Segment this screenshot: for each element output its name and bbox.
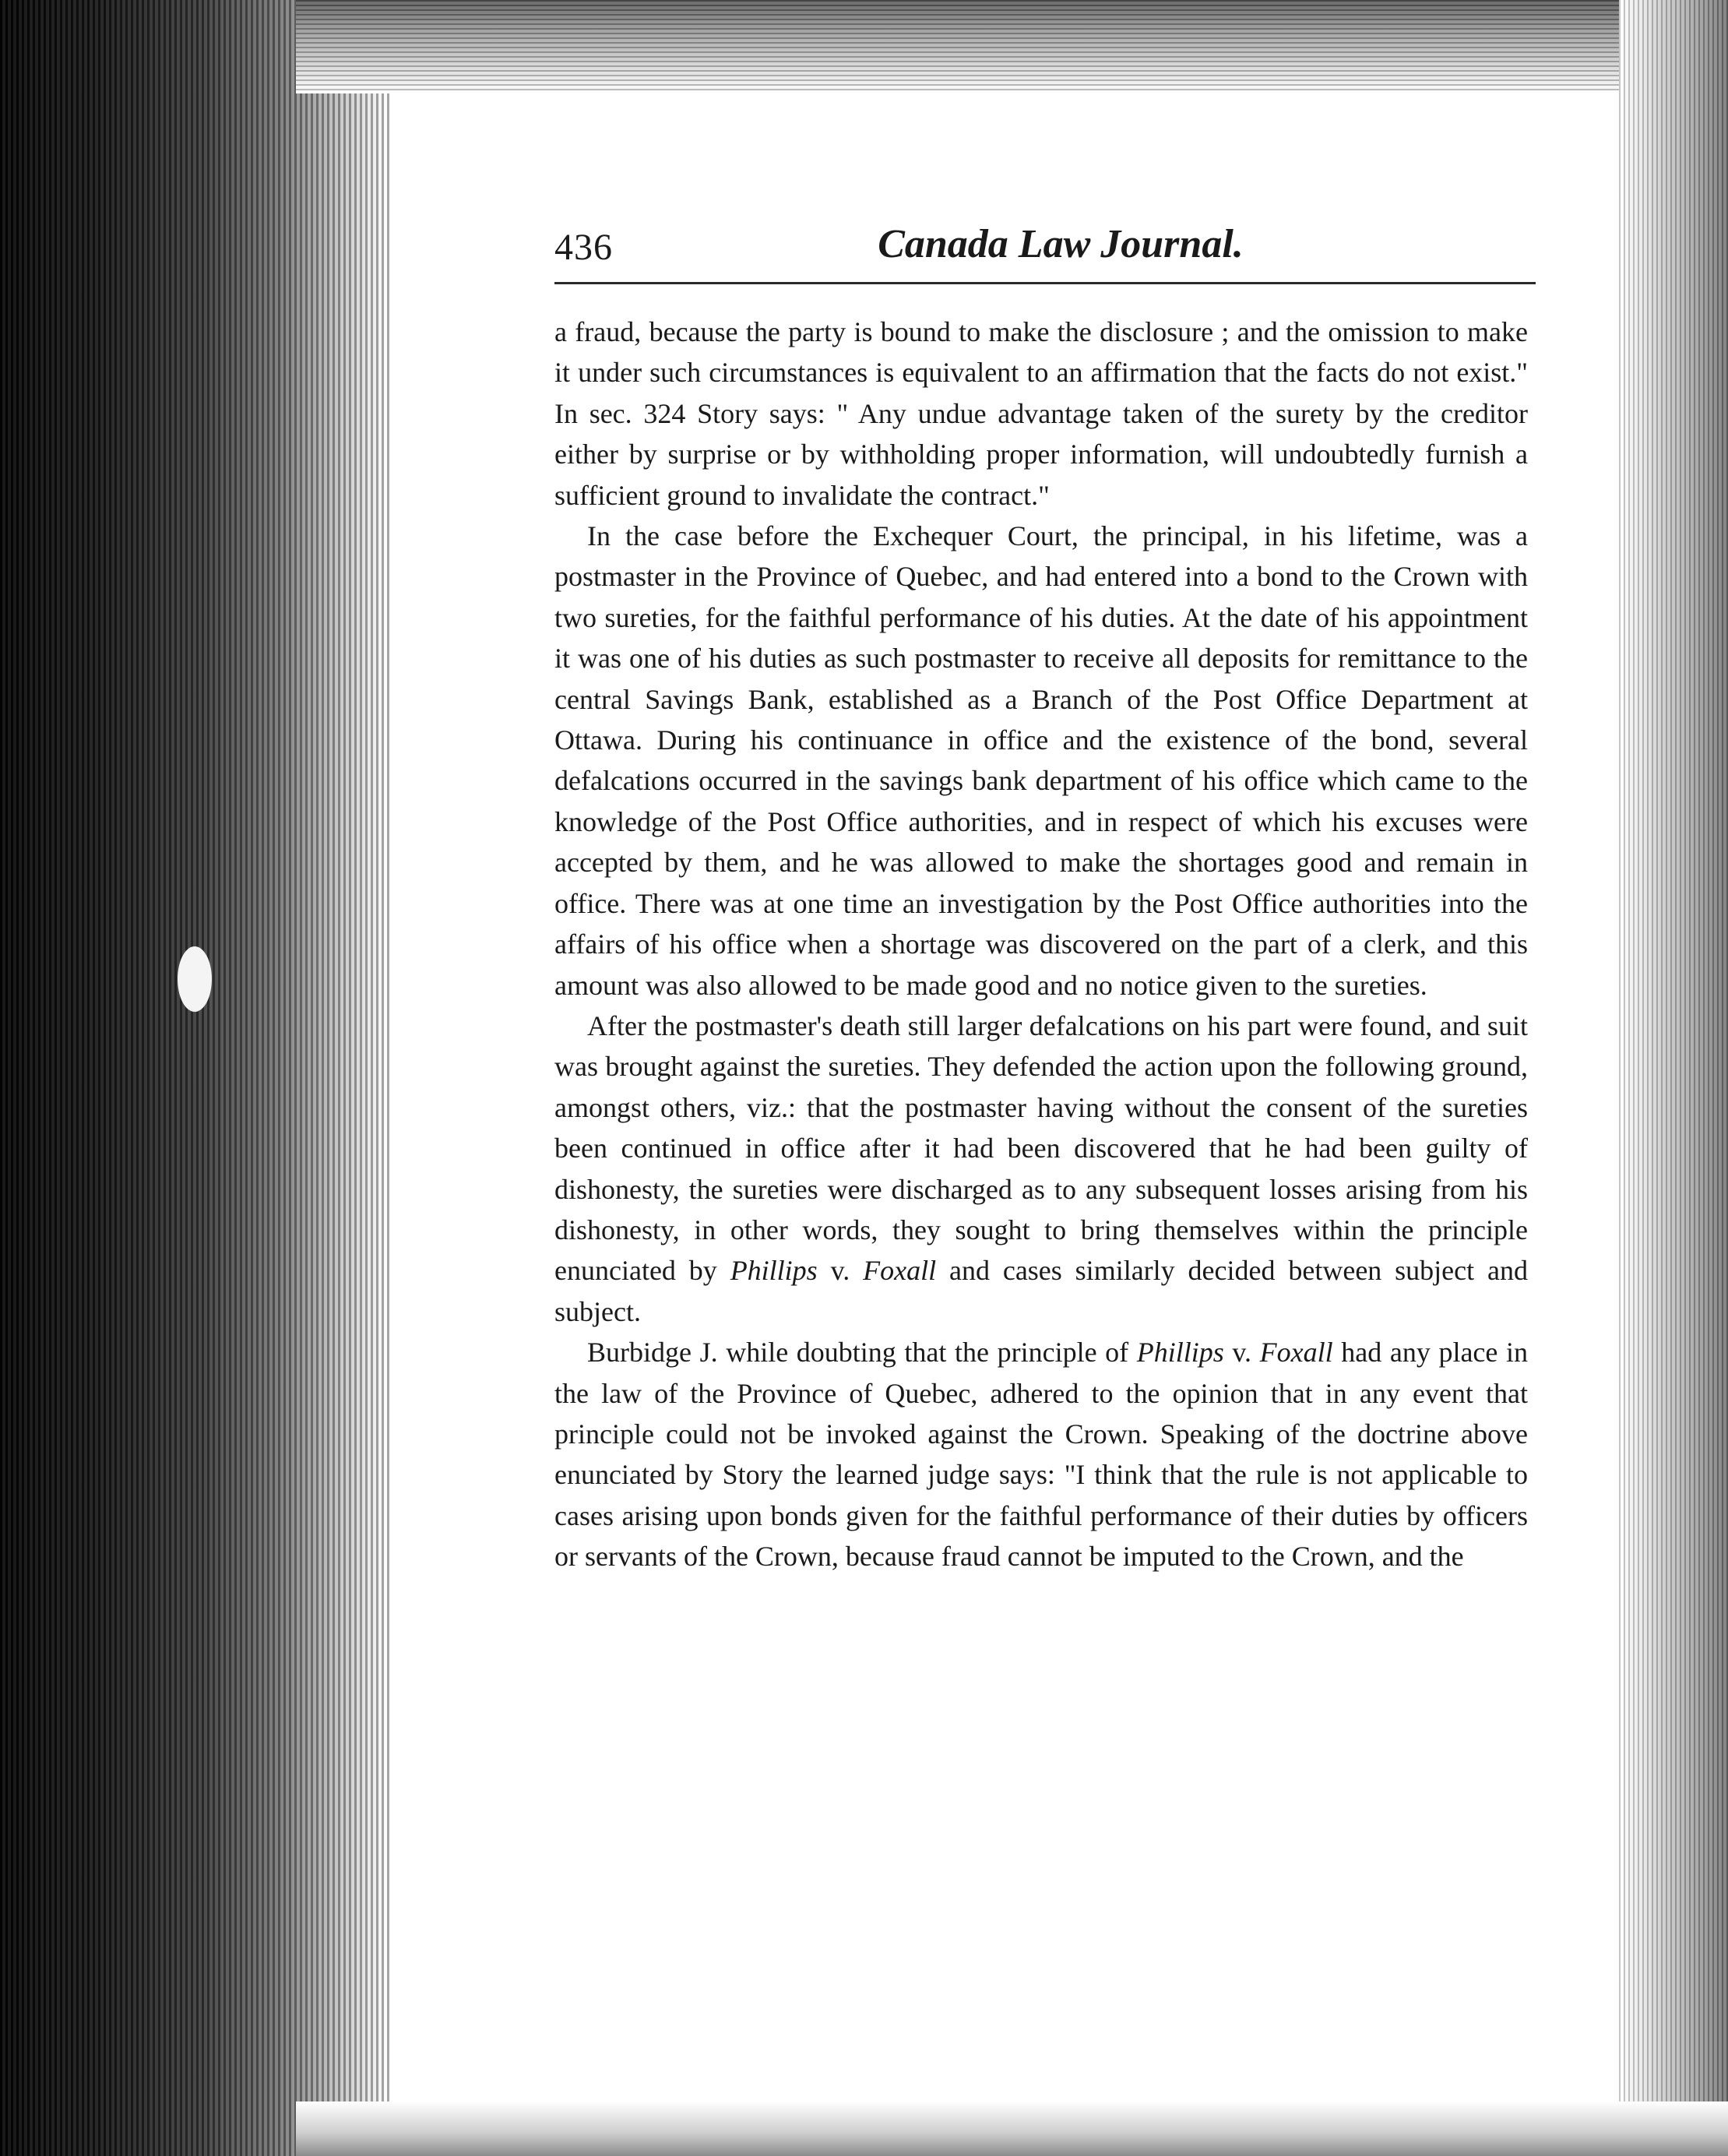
scan-shadow-bottom [296,2101,1728,2156]
scan-shadow-right [1619,0,1728,2156]
case-name: Foxall [863,1255,937,1287]
article-body [554,312,1528,1577]
binding-hole [178,946,212,1012]
paragraph-text: v. [1223,1337,1260,1369]
running-header [554,218,1536,273]
scan-shadow-top [296,0,1728,93]
page-number: 436 [554,227,613,268]
paragraph-text: Burbidge J. while doubting that the principle of [587,1337,1137,1369]
case-name: Foxall [1259,1337,1333,1369]
paragraph [554,1332,1528,1576]
paragraph-text: After the postmaster's death still larger defalcations on his part were found, and suit was brought against the sureties. They defended the action upon the following ground, amongst others, viz.: that the postmaster having without the consent of the sureties been continued in office after it had been discovered that he had been guilty of dishonesty, the sureties were discharged as to any subsequent losses arising from his dishonesty, in other words, they sought to bring themselves within the principle enunciated by [554,1009,1528,1287]
journal-title: Canada Law Journal. [878,222,1244,266]
paragraph-text: In the case before the Exchequer Court, the principal, in his lifetime, was a postmaster in the Province of Quebec, and had entered into a bond to the Crown with two sureties, for the faithful performance of his duties. At the date of his appointment it was one of his duties as such postmaster to receive all deposits for remittance to the central Savings Bank, established as a Branch of the Post Office Department at Ottawa. During his continuance in office and the existence of the bond, several defalcations occurred in the savings bank department of his office which came to the knowledge of the Post Office authorities, and in respect of which his excuses were accepted by them, and he was allowed to make the shortages good and remain in office. There was at one time an investigation by the Post Office authorities into the affairs of his office when a shortage was discovered on the part of a clerk, and this amount was also allowed to be made good and no notice given to the sureties. [554,520,1528,1001]
paragraph-text: had any place in the law of the Province of Quebec, adhered to the opinion that in any event that principle could not be invoked against the Crown. Speaking of the doctrine above enunciated by Story the learned judge says: "I think that the rule is not applicable to cases arising upon bonds given for the faithful performance of their duties by officers or servants of the Crown, because fraud cannot be imputed to the Crown, and the [554,1337,1528,1573]
case-name: Phillips [1136,1337,1224,1369]
scan-binding-shadow-left [0,0,389,2156]
paragraph-text: and cases similarly decided between subject and subject. [554,1255,1528,1327]
paragraph [554,1006,1528,1332]
case-name: Phillips [730,1255,818,1287]
paragraph [554,516,1528,1006]
paragraph-text: v. [817,1255,864,1287]
header-rule [554,282,1536,284]
paragraph-text: a fraud, because the party is bound to make the disclosure ; and the omission to make it under such circumstances is equivalent to an affirmation that the facts do not exist." In sec. 324 Story says: " Any undue advantage taken of the surety by the creditor either by surprise or by withholding proper information, will undoubtedly furnish a sufficient ground to invalidate the contract." [554,316,1528,511]
paragraph [554,312,1528,516]
